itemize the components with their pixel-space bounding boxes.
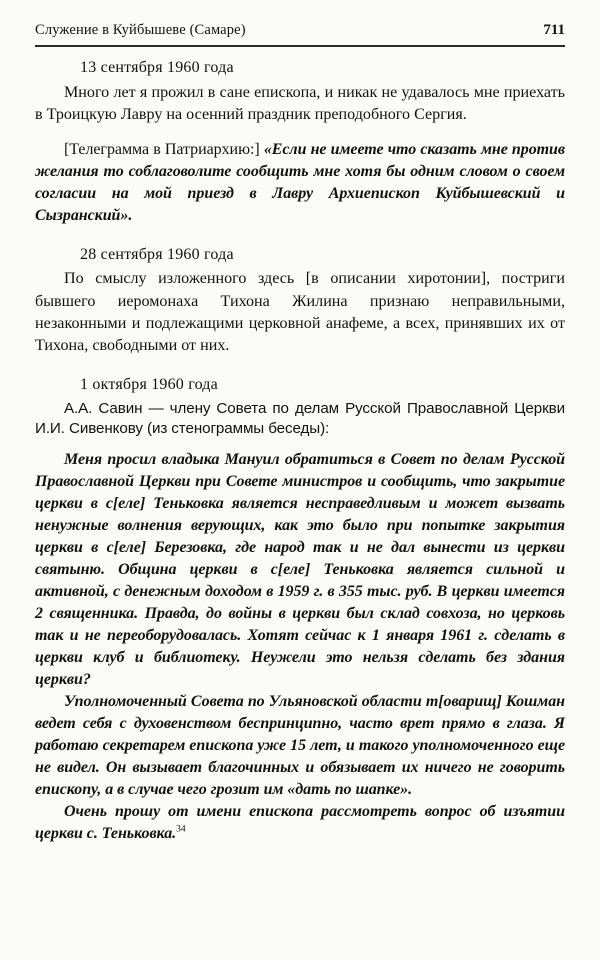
paragraph: Много лет я прожил в сане епископа, и никак не удавалось мне приехать в Троицкую Лавру на осенний праздник преподобного Сергия. <box>35 83 565 123</box>
paragraph-transcript-1: Меня просил владыка Мануил обратиться в Совет по делам Русской Православной Церкви при Совете министров и сообщить, что закрытие церкви в с[еле] Теньковка является несправедливым и может вызвать ненужные волнения верующих, как это было при попытке закрытия церкви в с[еле] Березовка, где народ так и не дал вынести из церкви святыню. Община церкви в с[еле] Теньковка является сильной и активной, с денежным доходом в 1959 г. в 355 тыс. руб. В церкви имеется 2 священника. Правда, до войны в церкви был склад совхоза, но церковь так и не переоборудовалась. Хотят сейчас к 1 января 1961 г. сделать в церкви клуб и библиотеку. Неужели это нельзя сделать без здания церкви? <box>35 450 565 688</box>
telegram-quote: «Если не имеете что сказать мне против желания то соблаговолите сообщить мне хотя бы одним словом о своем согласии на мой приезд в Лавру Архиепископ Куйбышевский и Сызранский». <box>35 140 565 224</box>
running-header <box>35 22 565 39</box>
section-1960-09-13 <box>35 57 565 227</box>
footnote-marker[interactable]: 34 <box>176 824 186 835</box>
paragraph-transcript-2: Уполномоченный Совета по Ульяновской области т[оварищ] Кошман ведет себя с духовенством беспринципно, часто врет прямо в глаза. Я работаю секретарем епископа уже 15 лет, и такого уполномоченного еще не видел. Он вызывает благочинных и обязывает их ничего не говорить епископу, а в случае чего грозит им «дать по шапке». <box>35 692 565 798</box>
section-1960-10-01 <box>35 374 565 845</box>
header-title: Служение в Куйбышеве (Самаре) <box>35 22 246 38</box>
telegram-lead-label: [Телеграмма в Патриархию:] <box>64 140 260 158</box>
paragraph: По смыслу изложенного здесь [в описании хиротонии], постриги бывшего иеромонаха Тихона Жилина признаю неправильными, незаконными и подлежащими церковной анафеме, а всех, принявших их от Тихона, свободными от них. <box>35 270 565 354</box>
date-heading: 13 сентября 1960 года <box>80 59 234 76</box>
section-1960-09-28 <box>35 244 565 357</box>
page-body <box>35 57 565 845</box>
page-number: 711 <box>543 22 565 38</box>
paragraph-attribution: А.А. Савин — члену Совета по делам Русской Православной Церкви И.И. Сивенкову (из стенограммы беседы): <box>35 399 565 438</box>
paragraph-telegram <box>35 139 565 227</box>
date-heading: 28 сентября 1960 года <box>80 245 234 263</box>
paragraph-transcript-3 <box>35 801 565 845</box>
paragraph-transcript-3-text: Очень прошу от имени епископа рассмотреть вопрос об изъятии церкви с. Теньковка. <box>35 802 565 842</box>
date-heading: 1 октября 1960 года <box>80 375 218 393</box>
header-divider <box>35 45 565 47</box>
